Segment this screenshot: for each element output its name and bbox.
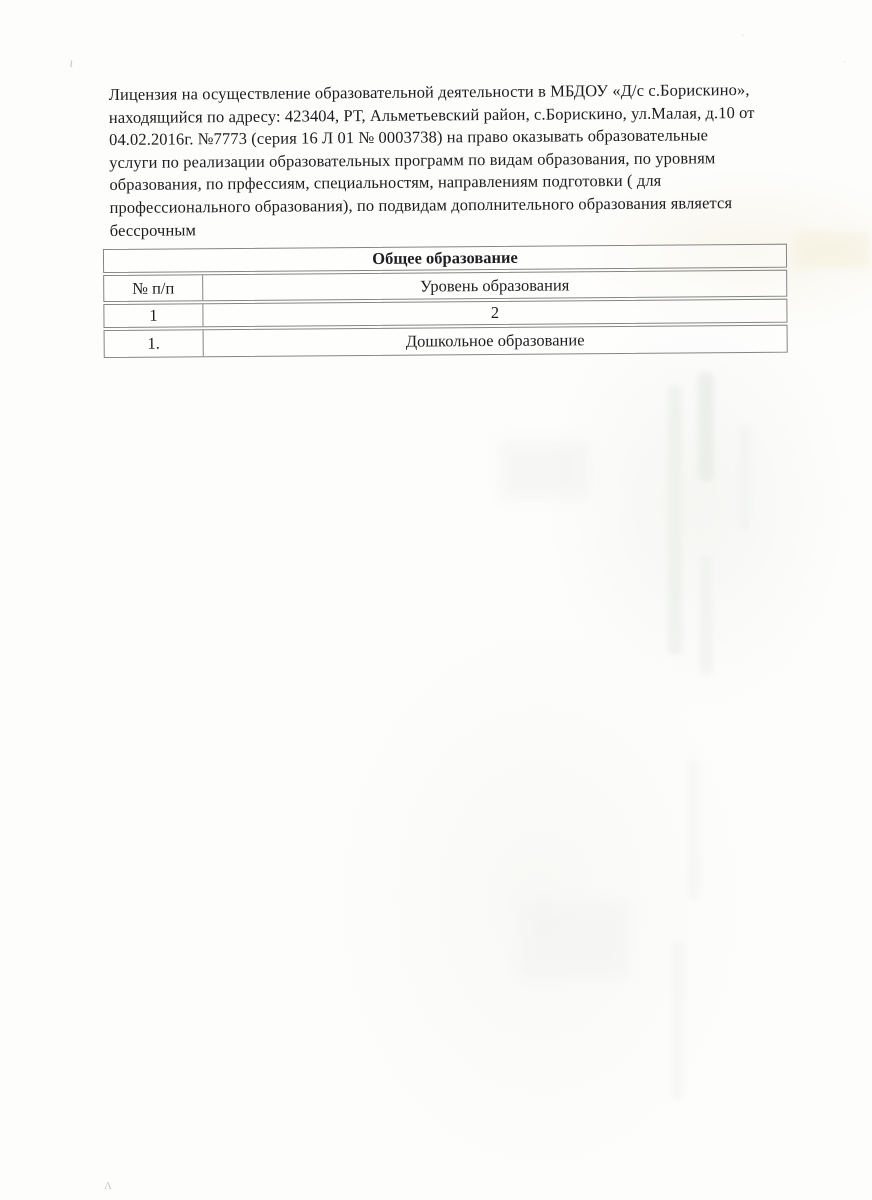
education-level-cell: Дошкольное образование <box>405 330 585 351</box>
scan-tint <box>500 440 590 500</box>
scan-speck: ˏ <box>740 26 752 38</box>
table-header-row <box>103 270 787 302</box>
scan-speck: ˏ <box>843 52 847 63</box>
bleedthrough-smudge <box>672 940 684 1100</box>
paragraph-line: услуги по реализации образовательных программ по видам образования, по уровням <box>109 148 716 172</box>
document-content <box>0 0 870 353</box>
column-number-cell: 1 <box>104 304 203 327</box>
bleedthrough-smudge <box>740 425 750 530</box>
bleedthrough-smudge <box>688 760 700 900</box>
scan-tint <box>795 232 870 268</box>
table-title-row <box>103 244 787 273</box>
paragraph-line: бессрочным <box>109 219 197 240</box>
general-education-table <box>103 244 788 358</box>
paragraph-line: 04.02.2016г. №7773 (серия 16 Л 01 № 0003738) на право оказывать образовательные <box>108 125 709 150</box>
scan-speck: Λ <box>104 1180 112 1192</box>
table-title: Общее образование <box>372 247 518 268</box>
paragraph-line: Лицензия на осуществление образовательной деятельности в МБДОУ «Д/с с.Борискино», <box>108 79 750 105</box>
bleedthrough-smudge <box>668 385 682 655</box>
column-header-level: Уровень образования <box>419 274 570 296</box>
table-row <box>104 325 788 358</box>
row-number-cell: 1. <box>105 330 204 357</box>
table-column-numbers-row <box>103 299 787 328</box>
license-paragraph <box>109 79 810 243</box>
bleedthrough-smudge <box>700 555 712 675</box>
scan-tint <box>520 900 630 980</box>
paragraph-line: находящийся по адресу: 423404, РТ, Альметьевский район, с.Борискино, ул.Малая, д.10 от <box>108 102 755 127</box>
column-number-cell: 2 <box>490 302 500 323</box>
column-header-number: № п/п <box>104 275 203 301</box>
bleedthrough-smudge <box>698 372 714 482</box>
paragraph-line: профессионального образования), по подвидам дополнительного образования является <box>109 193 733 217</box>
paragraph-line: образования, по прфессиям, специальностям, направлениям подготовки ( для <box>109 171 662 195</box>
scan-speck: ι <box>68 54 75 70</box>
